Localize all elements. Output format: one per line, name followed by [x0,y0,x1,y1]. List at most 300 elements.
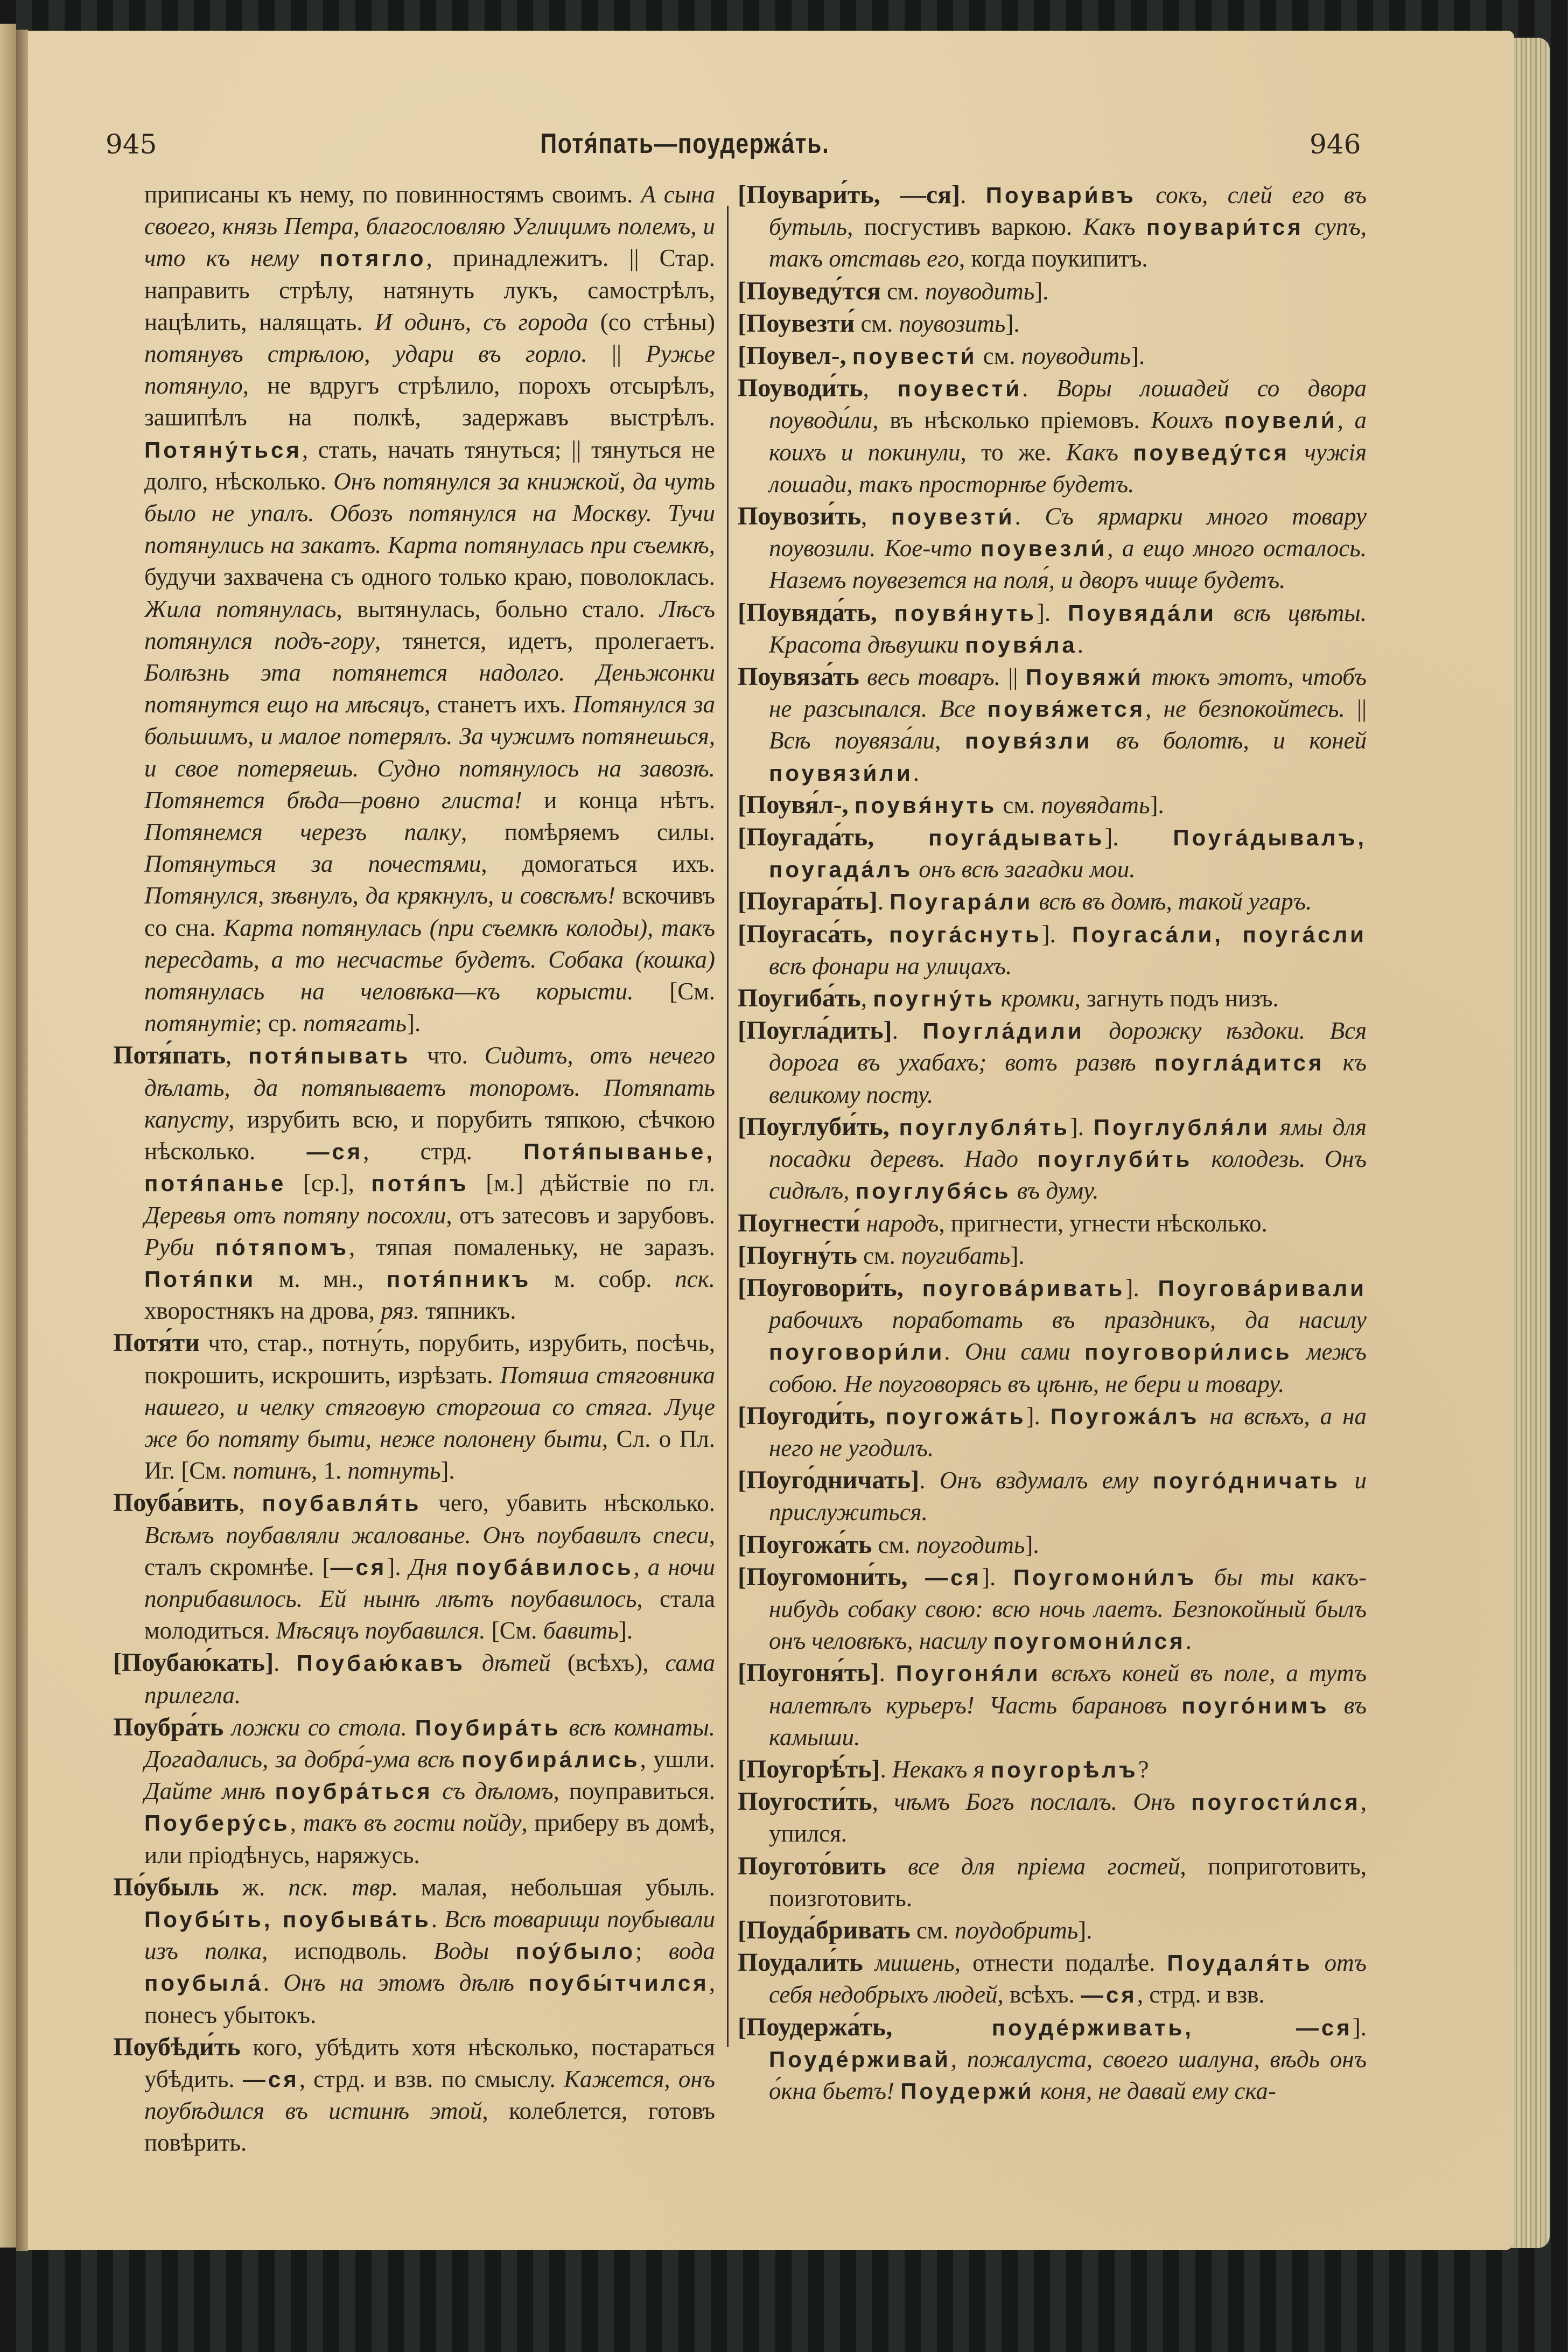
definition-text: , изрубить всю, и порубить тяпкою, сѣчкою нѣсколько. [144,1105,715,1165]
bold-form: Поубаю́кавъ [296,1650,466,1676]
italic-example: сама прилегла. [144,1649,716,1709]
dictionary-entry [738,1561,1367,1657]
definition-text: кого, убѣдить хотя нѣсколько, постараться убѣдить. [144,2033,715,2092]
definition-text: , тяпая помаленьку, не заразъ. [349,1233,715,1261]
italic-example: бы ты какъ-нибудь собаку свою: всю ночь лаетъ. Безпокойный былъ онъ человѣкъ, насилу [769,1563,1367,1655]
definition-text: хворостнякъ на дрова, [144,1297,381,1325]
italic-example: съ дѣломъ [432,1777,554,1805]
headword: [Поугорѣ́ть] [738,1754,880,1783]
definition-text: м. собр. [531,1265,675,1292]
definition-text: ]. [1352,2013,1367,2041]
bold-form: поувари́тся [1146,214,1304,240]
definition-text: ]. [1005,310,1020,337]
definition-text: , колеблется, готовъ повѣрить. [144,2097,715,2157]
definition-text: ? [1138,1755,1149,1783]
headword: [Поубаю́кать] [113,1648,274,1677]
bold-form: поугости́лся [1191,1789,1361,1815]
definition-text: , загнуть подъ низъ. [1074,985,1279,1012]
italic-example: весь товаръ. [859,663,1000,691]
definition-text: , тянется, идетъ, пролегаетъ. [375,627,715,654]
italic-example: , а коихъ и покинули [769,407,1367,466]
dictionary-entry [738,372,1367,500]
dictionary-entry [738,340,1367,372]
definition-text: , стрд. и взв. [1137,1981,1265,2008]
headword: [Поугара́ть] [738,887,878,916]
dictionary-entry [738,885,1367,918]
italic-example: Всѣ поувяза́ли [769,727,935,754]
italic-example: Потянулся за большимъ, и малое потерялъ. За чужимъ потянешься, и свое потеряешь. Судно потянулось на завозѣ. Потянется бѣда—ровно глиста! [144,691,715,814]
italic-example: Коихъ [1151,407,1224,434]
column-divider [727,206,729,2047]
page-header [28,31,1514,203]
bold-form: Поубы́ть, поубыва́ть [144,1906,431,1932]
bold-form: Поугаса́ли, поуга́сли [1072,921,1367,947]
bold-form: Поуга́дывалъ, поугада́лъ [769,825,1367,883]
italic-example: поугибать [901,1242,1011,1269]
bold-form: Поугомони́лъ [1013,1564,1197,1590]
bold-form: поугорѣлъ [990,1756,1138,1782]
bold-form: Поугла́дили [922,1018,1084,1044]
dictionary-entry [738,1786,1367,1850]
bold-form: потя́пникъ [387,1266,531,1292]
definition-text: малая, небольшая убыль. [398,1873,715,1901]
left-column [113,179,715,2159]
definition-text: ж. [219,1873,289,1901]
definition-text: . [880,1755,893,1783]
bold-form: поувя́зли [964,728,1093,754]
italic-example: И одинъ, съ города [374,308,600,335]
definition-text: || [1345,695,1367,723]
headword: [Поувезти́ [738,309,855,338]
italic-example: Съ ярмарки много товару поувозили. Кое-что [769,503,1367,562]
italic-example: сокъ, слей его въ бутыль [769,181,1367,241]
definition-text: . [263,1969,284,1997]
dictionary-entry [738,307,1367,340]
dictionary-page [28,31,1514,2250]
bold-form: Поуберу́сь [144,1810,290,1836]
italic-example: народъ [860,1209,939,1237]
dictionary-entry [113,1711,715,1871]
headword: Поувози́ть [738,502,862,531]
definition-text: . [1185,1627,1192,1655]
definition-text: , стрд. [363,1138,524,1165]
bold-form: поувязи́ли [769,760,913,786]
bold-form: Поудержи́ [900,2078,1034,2104]
definition-text: , то же. [960,438,1067,466]
bold-form: —ся [925,1564,982,1590]
italic-example: тюкъ этотъ, чтобъ не разсыпался. Все [769,663,1367,723]
dictionary-entry [113,1871,715,2031]
italic-example: Онъ на этомъ дѣлѣ [283,1969,529,1997]
dictionary-entry [738,1529,1367,1561]
definition-text: [м.] дѣйствіе по гл. [468,1170,715,1197]
italic-example: Какъ [1066,438,1133,466]
italic-example: потянувъ стрѣлою, удари въ горло. [144,340,587,368]
bold-form: поуговори́ли [769,1339,945,1365]
italic-example: Какъ [1083,213,1146,241]
bold-form: Поувяда́ли [1068,600,1216,626]
dictionary-entry [113,1327,715,1487]
definition-text: , не вдругъ стрѣлило, порохъ отсырѣлъ, зашипѣлъ на полкѣ, задержавъ выстрѣлъ. [144,372,715,431]
definition-text: , [872,1788,894,1816]
dictionary-entry [738,1272,1367,1400]
dictionary-entry [738,500,1367,597]
definition-text: ]. [406,1010,421,1037]
bold-form: поугомони́лся [993,1628,1186,1654]
italic-example: поуводить [1021,342,1131,370]
headword: Поувяза́ть [738,662,859,691]
definition-text: (всѣхъ), [550,1649,666,1677]
dictionary-entry [113,2031,715,2159]
italic-example: , а ещо много осталось. Наземъ поувезется на поля́, и дворъ чище будетъ. [769,535,1367,594]
definition-text: приписаны къ нему, по повинностямъ своимъ. [144,181,641,208]
bold-form: поувя́ла [965,632,1077,657]
definition-text: , приберу въ домѣ, или пріодѣнусь, наряжусь. [144,1809,715,1868]
italic-example: Некакъ я [892,1755,991,1783]
bold-form: поубавля́ть [262,1490,422,1516]
bold-form: поубыла́ [144,1970,263,1996]
headword: [Поугаса́ть, [738,919,873,948]
definition-text: , домогаться ихъ. [481,850,715,878]
italic-example: въ болотѣ, и коней [1092,727,1367,754]
left-page-number: 945 [106,129,157,160]
italic-example: коня, не давай ему ска- [1034,2077,1276,2104]
definition-text: , ушли. [640,1745,715,1773]
italic-example: Воры лошадей со двора поуводи́ли [769,375,1367,434]
italic-example: чужія лошади, такъ просторнѣе будетъ. [769,438,1367,498]
italic-example: потягать [303,1010,407,1037]
definition-text: см. [910,1916,955,1944]
definition-text: || [1000,663,1026,691]
bold-form: поуга́дывать [928,825,1105,851]
definition-text: ]. [1125,1274,1158,1301]
headword: Поугнести́ [738,1208,860,1237]
italic-example: Онъ потянулся за книжкой, да чуть было не упалъ. Обозъ потянулся на Москву. Тучи потянулись на закатъ. Карта потянулась при съемкѣ, [144,467,715,559]
bold-form: Поугара́ли [890,889,1033,915]
definition-text: , принадлежитъ. || Стар. направить стрѣлу, натянуть лукъ, самострѣлъ, нацѣлить, налящать. [144,244,715,335]
headword: По́убыль [113,1872,219,1901]
dictionary-entry [738,597,1367,661]
definition-text: и конца нѣтъ. [522,786,716,814]
italic-example: вода [668,1937,715,1965]
italic-example: онъ всѣ загадки мои. [913,856,1136,883]
bold-form: поуведу́тся [1133,439,1290,465]
italic-example: Воды [433,1937,516,1965]
italic-example: Онъ вздумалъ ему [939,1467,1153,1494]
bold-form: потя́пъ [371,1171,469,1196]
italic-example: въ думу. [1011,1177,1099,1205]
definition-text [892,2014,992,2041]
definition-text: (со стѣны) [600,308,715,335]
definition-text: м. мн., [256,1265,387,1292]
bold-form: Потя́пки [144,1266,256,1292]
italic-example: Болѣзнь эта потянется надолго. Деньжонки потянутся ещо на мѣсяцъ [144,659,715,718]
definition-text: ]. [1041,920,1073,948]
definition-text: ]. [1130,342,1145,370]
bold-form: поувя́нуть [854,792,997,818]
bold-form: поуглубя́сь [855,1178,1011,1204]
dictionary-entry [738,918,1367,982]
dictionary-entry [113,1487,715,1647]
italic-example: ямы для посадки деревъ. Надо [769,1113,1367,1173]
definition-text: см. [857,1242,902,1269]
bold-form: поуба́вилось [456,1554,634,1580]
definition-text: , стать, начать тянуться; || тянуться не долго, нѣсколько. [144,436,715,495]
bold-form: поувезти́ [891,504,1015,530]
dictionary-entry [738,821,1367,885]
definition-text: , [226,1042,249,1069]
definition-text [846,342,852,369]
italic-example: межъ собою. Не поуговорясь въ цѣнѣ, не бери и товару. [769,1338,1367,1397]
definition-text [849,792,855,818]
italic-example: дорожку ѣздоки. Вся дорога въ ухабахъ; вотъ развѣ [769,1017,1367,1076]
definition-text: [См. [485,1617,543,1644]
definition-text: ]. [1025,1531,1039,1558]
italic-example: Потянуться за почестями [144,850,481,878]
italic-example: Всѣмъ поубавляли жалованье. Онъ поубавилъ спеси [144,1521,709,1549]
definition-text: , отъ затесовъ и зарубовъ. [446,1201,715,1229]
italic-example: Потяша стяговника нашего, и челку стяговую сторгоша со стяга. Луце же бо потяту быти, неже полонену быти [144,1361,715,1452]
definition-text: , понесъ убытокъ. [144,1969,715,2028]
definition-text: ]. [1104,824,1173,851]
italic-example: все для пріема гостей [886,1852,1180,1880]
italic-example: Деревья отъ потяпу посохли [144,1201,446,1229]
italic-example: , пожалуста, своего шалуна, вѣдь онъ о́кна бьетъ! [769,2045,1367,2104]
definition-text: ]. [1010,1242,1025,1269]
bold-form: Поубира́ть [415,1714,561,1740]
italic-example: потянутіе [144,1010,256,1037]
bold-form: поугова́ривать [922,1275,1125,1301]
definition-text: см. [855,310,899,337]
bold-form: Поуглубля́ли [1093,1114,1270,1140]
italic-example: супъ, такъ отставь его [769,213,1367,272]
definition-text: , пригнести, угнести нѣсколько. [939,1209,1268,1237]
italic-example: ложки со стола. [223,1713,415,1741]
bold-form: поубра́ться [275,1779,433,1804]
definition-text: ]. [440,1457,455,1485]
bold-form: Поуде́рживай [769,2046,951,2072]
definition-text: , 1. [311,1457,348,1485]
definition-text: , сталъ скромнѣе. [ [144,1521,715,1580]
bold-form: поувя́жется [987,696,1146,722]
bold-form: поувезли́ [980,536,1108,562]
definition-text: ]. [1069,1113,1094,1140]
headword: [Поугомони́ть, [738,1562,908,1591]
definition-text: что. [410,1042,485,1069]
bold-form: Поугова́ривали [1158,1275,1367,1301]
italic-example: Потянулся, зѣвнулъ, да крякнулъ, и совсѣмъ! [144,882,616,909]
headword: Поугото́вить [738,1851,886,1880]
definition-text: ]. [1078,1916,1093,1944]
headword: Поуводи́ть [738,374,863,403]
dictionary-entry [738,1207,1367,1240]
italic-example: Мѣсяцъ поубавился. [276,1617,486,1644]
bold-form: поуговори́лись [1084,1339,1292,1365]
italic-example: пск. твр. [288,1873,398,1901]
italic-example: поудобрить [954,1916,1079,1944]
bold-form: Поудаля́ть [1167,1950,1313,1976]
italic-example: Жила потянулась [144,595,337,622]
definition-text: ]. [1026,1402,1051,1430]
headword: [Поугну́ть [738,1241,857,1270]
italic-example: всѣ въ домѣ, такой угаръ. [1033,888,1312,915]
bold-form: поувести́ [852,344,977,369]
headword: Потя́ти [113,1328,200,1357]
dictionary-entry [738,1850,1367,1914]
headword: [Поувари́ть, —ся] [738,180,961,209]
headword: [Поугла́дить] [738,1016,892,1045]
definition-text [877,599,894,626]
definition-text: , [239,1489,262,1517]
definition-text: . [892,1017,923,1045]
italic-example: Дайте мнѣ [144,1777,275,1805]
definition-text: , стала молодиться. [144,1585,715,1644]
italic-example: всѣ фонари на улицахъ. [769,952,1012,979]
italic-example: А сына своего, князь Петра, благословляю Углицимъ полемъ, и что къ нему [144,181,715,272]
italic-example: въ камыши. [769,1691,1367,1751]
headword: [Поугожа́ть [738,1530,872,1559]
dictionary-entry [738,1111,1367,1207]
definition-text: , посгустивъ варкою. [847,213,1083,241]
dictionary-entry [113,1039,715,1327]
dictionary-entry [113,1647,715,1711]
bold-form: поубы́тчился [528,1970,709,1996]
italic-example: всѣ комнаты. Догадались, за добра́-ума всѣ [144,1713,715,1773]
dictionary-entry [738,1400,1367,1464]
italic-example: поувядать [1041,791,1150,818]
headword: [Поуведу́тся [738,276,881,305]
italic-example: Потянемся черезъ палку [144,818,461,846]
bold-form: поугожа́ть [885,1403,1026,1429]
definition-text: , стрд. и взв. по смыслу. [299,2065,564,2092]
italic-example: Всѣ товарищи поубывали изъ полка [144,1905,716,1965]
bold-form: поуглуби́ть [1037,1146,1193,1172]
bold-form: поуглубля́ть [899,1114,1070,1140]
italic-example: Карта потянулась (при съемкѣ колоды), такъ пересдать, а то несчастье будетъ. Собака (кошка) потянулась на человѣка—къ корысти. [144,914,715,1005]
headword: Поудали́ть [738,1948,863,1977]
definition-text: . [274,1649,297,1677]
dictionary-entry [113,179,715,1039]
definition-text: ; ср. [255,1010,303,1037]
headword: [Поувяда́ть, [738,598,877,627]
definition-text: , всѣхъ. [997,1981,1081,2008]
bold-form: поувести́ [897,376,1023,402]
bold-form: поу́было [515,1938,635,1964]
bold-form: поувя́нуть [894,600,1037,626]
definition-text: вскочивъ со сна. [144,882,715,941]
italic-example: кромки [995,985,1075,1012]
definition-text: , исподволь. [262,1937,434,1965]
italic-example: поугодить [916,1531,1025,1558]
definition-text: ]. [1036,599,1068,626]
dictionary-entry [738,982,1367,1014]
definition-text: ; [635,1937,669,1965]
headword: [Поуглуби́ть, [738,1112,890,1141]
definition-text: , помѣряемъ силы. [461,818,715,846]
bold-form: —ся [242,2066,299,2092]
definition-text: . [1022,375,1056,402]
definition-text: . [877,888,890,915]
definition-text [873,921,889,948]
italic-example: . Они сами [944,1338,1085,1366]
headword: [Поугоня́ть] [738,1658,879,1688]
italic-example: Сидитъ, отъ нечего дѣлать, да потяпываетъ топоромъ. Потяпать капусту [144,1042,715,1133]
right-column [738,179,1367,2107]
bold-form: поувели́ [1224,408,1338,433]
dictionary-entry [738,2011,1367,2108]
bold-form: поуго́дничать [1152,1468,1341,1494]
italic-example: потнуть [347,1457,441,1485]
definition-text: , [861,503,891,530]
running-title: Потя́пать—поудержа́ть. [540,128,830,159]
definition-text: . [1077,631,1083,658]
headword: [Поуго́дничать] [738,1466,920,1495]
definition-text: , въ нѣсколько пріемовъ. [872,407,1151,434]
italic-example: , не безпокойтесь. [1145,695,1345,723]
right-page-number: 946 [1310,129,1361,160]
italic-example: пск. [675,1265,715,1292]
dictionary-entry [738,1753,1367,1786]
dictionary-entry [738,1240,1367,1272]
bold-form: Потя́пыванье, потя́панье [144,1139,716,1196]
dictionary-entry [738,661,1367,789]
dictionary-entry [738,275,1367,307]
dictionary-entry [738,1914,1367,1947]
bold-form: —ся [330,1554,387,1580]
bold-form: потягло [319,246,426,271]
bold-form: —ся [1080,1982,1137,2008]
headword: Поубѣди́ть [113,2032,241,2061]
bold-form: потя́пывать [248,1043,411,1069]
definition-text: || [587,340,646,368]
italic-example: Дня [409,1553,456,1580]
bold-form: Поувари́въ [985,183,1136,208]
definition-text [908,1564,926,1591]
dictionary-entry [738,1657,1367,1753]
bold-form: —ся [306,1139,363,1165]
italic-example: мишень [863,1949,955,1977]
definition-text: . [431,1905,445,1933]
italic-example: на всѣхъ, а на него не угодилъ. [769,1402,1367,1461]
definition-text [876,1403,886,1430]
definition-text [874,824,928,851]
definition-text: . [960,181,986,208]
bold-form: Потяну́ться [144,437,302,463]
headword: Поугиба́ть [738,984,861,1013]
italic-example: Руби [144,1233,215,1261]
italic-example: Лѣсъ потянулся подъ-гору [144,595,715,654]
dictionary-entry [738,789,1367,821]
italic-example: Ружье потянуло [144,340,715,400]
book-gutter [16,30,28,2251]
dictionary-entry [738,1947,1367,2011]
bold-form: поуго́нимъ [1181,1692,1329,1718]
bold-form: поубира́лись [461,1746,640,1772]
headword: Поубра́ть [113,1712,224,1741]
italic-example: , такъ въ гости пойду [290,1809,522,1837]
definition-text: , поуправиться. [553,1777,715,1805]
bold-form: Поувяжи́ [1025,664,1144,690]
definition-text [904,1275,922,1301]
headword: [Поуда́бривать [738,1915,911,1944]
definition-text: [ср.], [286,1170,372,1197]
italic-example: всѣхъ коней въ поле, а тутъ налетѣлъ курьеръ! Часть барановъ [769,1660,1367,1719]
definition-text: будучи захвачена съ одного только краю, поволоклась. [144,563,715,591]
italic-example: ряз. [381,1297,419,1325]
italic-example: поуводить [925,277,1035,305]
dictionary-entry [738,1014,1367,1111]
italic-example: и прислужиться. [769,1467,1367,1526]
